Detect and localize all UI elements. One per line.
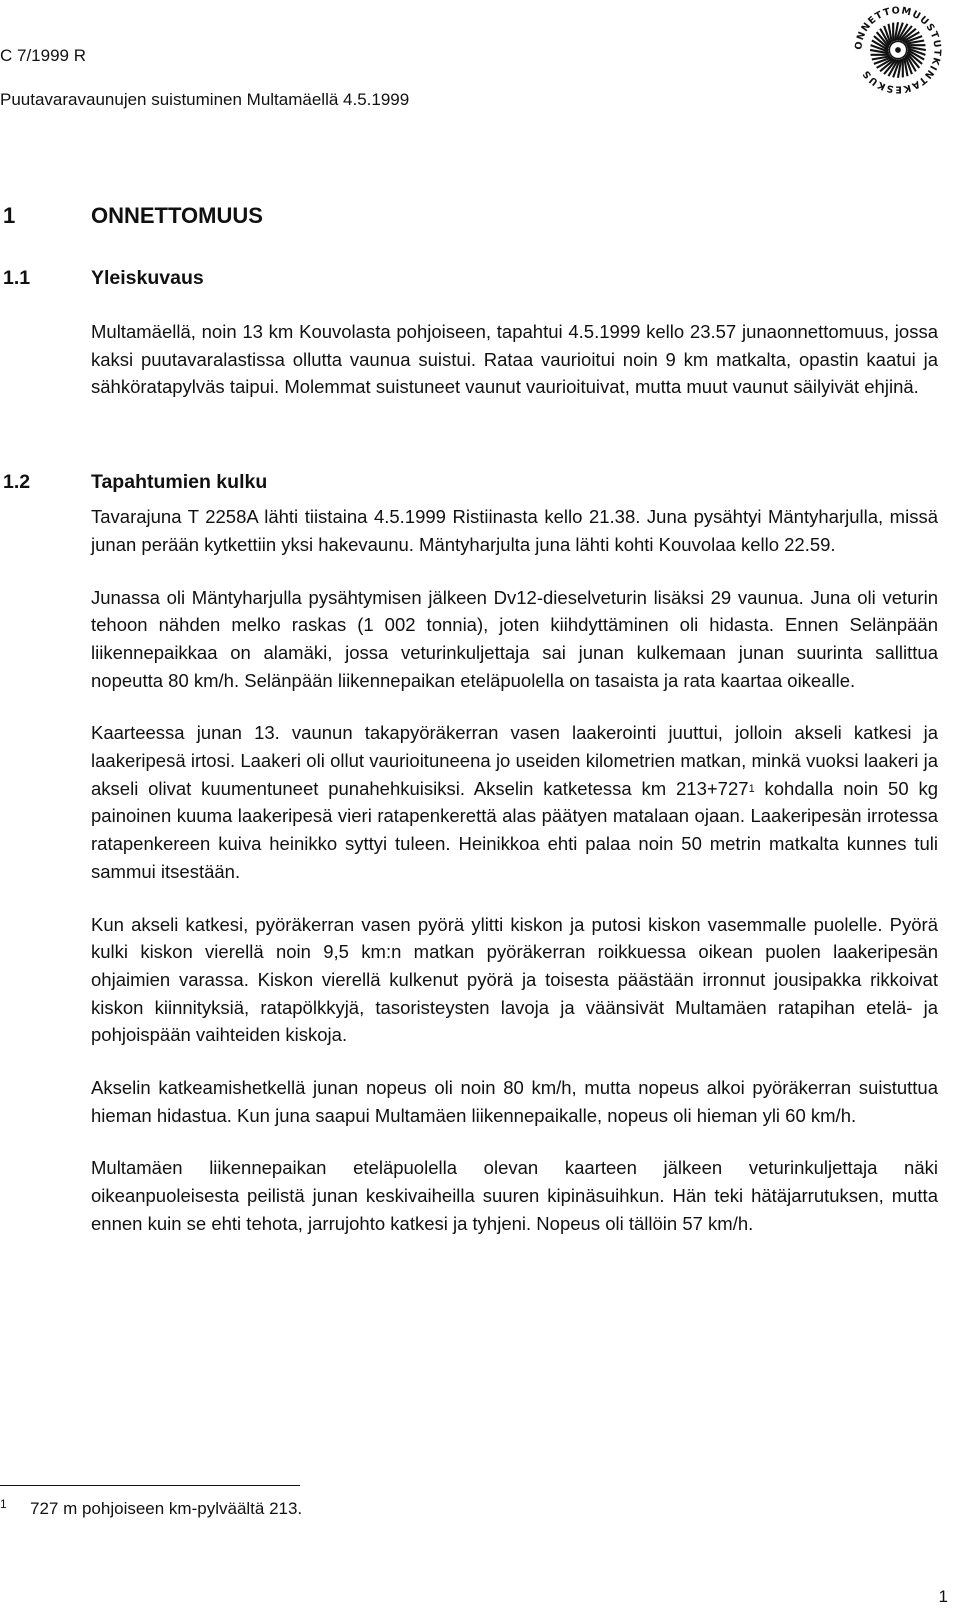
footnote-marker[interactable]: 1 [748,782,755,795]
paragraph-departure: Tavarajuna T 2258A lähti tiistaina 4.5.1999 Ristiinasta kello 21.38. Juna pysähtyi Mäntyharjulla, missä junan perään kytkettiin yksi hakevaunu. Mäntyharjulta juna lähti kohti Kouvolaa kello 22.59. [91,506,938,555]
onnettomuustutkintakeskus-seal-icon [850,2,946,98]
paragraph-axle-break: Kaarteessa junan 13. vaunun takapyöräkerran vasen laakerointi juuttui, jolloin akseli katkesi ja laakeripesä irtosi. Laakeri oli ollut vaurioituneena jo useiden kilometrien matkan, minkä vuoksi laakeri ja akseli olivat kuumentuneet punahehkuisiksi. Akselin katketessa km $213+727^1$ kohdalla noin 50 kg painoinen kuuma laakeripesä vieri ratapenkerettä alas päätyen matalaan ojaan. Laakeripesän irrotessa ratapenkereen kuiva heinikko syttyi tuleen. Heinikkoa ehti palaa noin 50 metrin matkalta kunnes tuli sammui itsestään. [91,722,938,882]
paragraph-train-composition: Junassa oli Mäntyharjulla pysähtymisen jälkeen Dv12-dieselveturin lisäksi 29 vaunua. Juna oli veturin tehoon nähden melko raskas (1 002 tonnia), joten kiihdyttäminen oli hidasta. Ennen Selänpään liikennepaikkaa on alamäki, jossa veturinkuljettaja sai junan kulkemaan junan suurinta sallittua nopeutta 80 km/h. Selänpään liikennepaikan eteläpuolella on tasaista ja rata kaartaa oikealle. [91,586,938,691]
section-title: Tapahtumien kulku [91,471,268,493]
page-number: 1 [938,1587,948,1606]
footnote-divider [0,1485,300,1486]
footnote [0,1497,302,1519]
seal-ring-text: ONNETTOMUUSTUTKINTAKESKUS [853,5,943,95]
section-title: Yleiskuvaus [91,267,204,289]
paragraph-wheel-derailment: Kun akseli katkesi, pyöräkerran vasen pyörä ylitti kiskon ja putosi kiskon vasemmalle puolelle. Pyörä kulki kiskon vierellä noin 9,5 km:n matkan pyöräkerran roikkuessa oikean puolen laakeripesän ohjaimien varassa. Kiskon vierellä kulkenut pyörä ja toisesta päästään irronnut jousipakka rikkoivat kiskon kiinnityksiä, ratapölkkyjä, tasoristeysten lavoja ja väänsivät Multamäen ratapihan etelä- ja pohjoispään vaihteiden kiskoja. [91,913,938,1046]
footnote-text: 727 m pohjoiseen km-pylväältä 213. [30,1499,303,1518]
paragraph-speed: Akselin katkeamishetkellä junan nopeus oli noin 80 km/h, mutta nopeus alkoi pyöräkerran suistuttua hieman hidastua. Kun juna saapui Multamäen liikennepaikalle, nopeus oli hieman yli 60 km/h. [91,1077,938,1126]
footnote-number: 1 [0,1497,7,1511]
report-code: C 7/1999 R [0,46,86,65]
report-body [91,318,938,1238]
section-number: 1.2 [3,471,31,493]
section-number: 1 [3,203,16,228]
section-title: ONNETTOMUUS [91,203,263,228]
section-heading-1 [3,203,263,229]
report-title: Puutavaravaunujen suistuminen Multamäellä 4.5.1999 [0,90,410,109]
section-number: 1.1 [3,267,31,289]
section-heading-1-1 [3,267,204,290]
paragraph-emergency-braking: Multamäen liikennepaikan eteläpuolella olevan kaarteen jälkeen veturinkuljettaja näki oikeanpuoleisesta peilistä junan keskivaiheilla suuren kipinäsuihkun. Hän teki hätäjarrutuksen, mutta ennen kuin se ehti tehota, jarrujohto katkesi ja tyhjeni. Nopeus oli tällöin 57 km/h. [91,1157,938,1234]
paragraph-overview: Multamäellä, noin 13 km Kouvolasta pohjoiseen, tapahtui 4.5.1999 kello 23.57 junaonnettomuus, jossa kaksi puutavaralastissa ollutta vaunua suistui. Rataa vaurioitui noin 9 km matkalta, opastin kaatui ja sähköratapylväs taipui. Molemmat suistuneet vaunut vaurioituivat, mutta muut vaunut säilyivät ehjinä. [91,321,938,398]
